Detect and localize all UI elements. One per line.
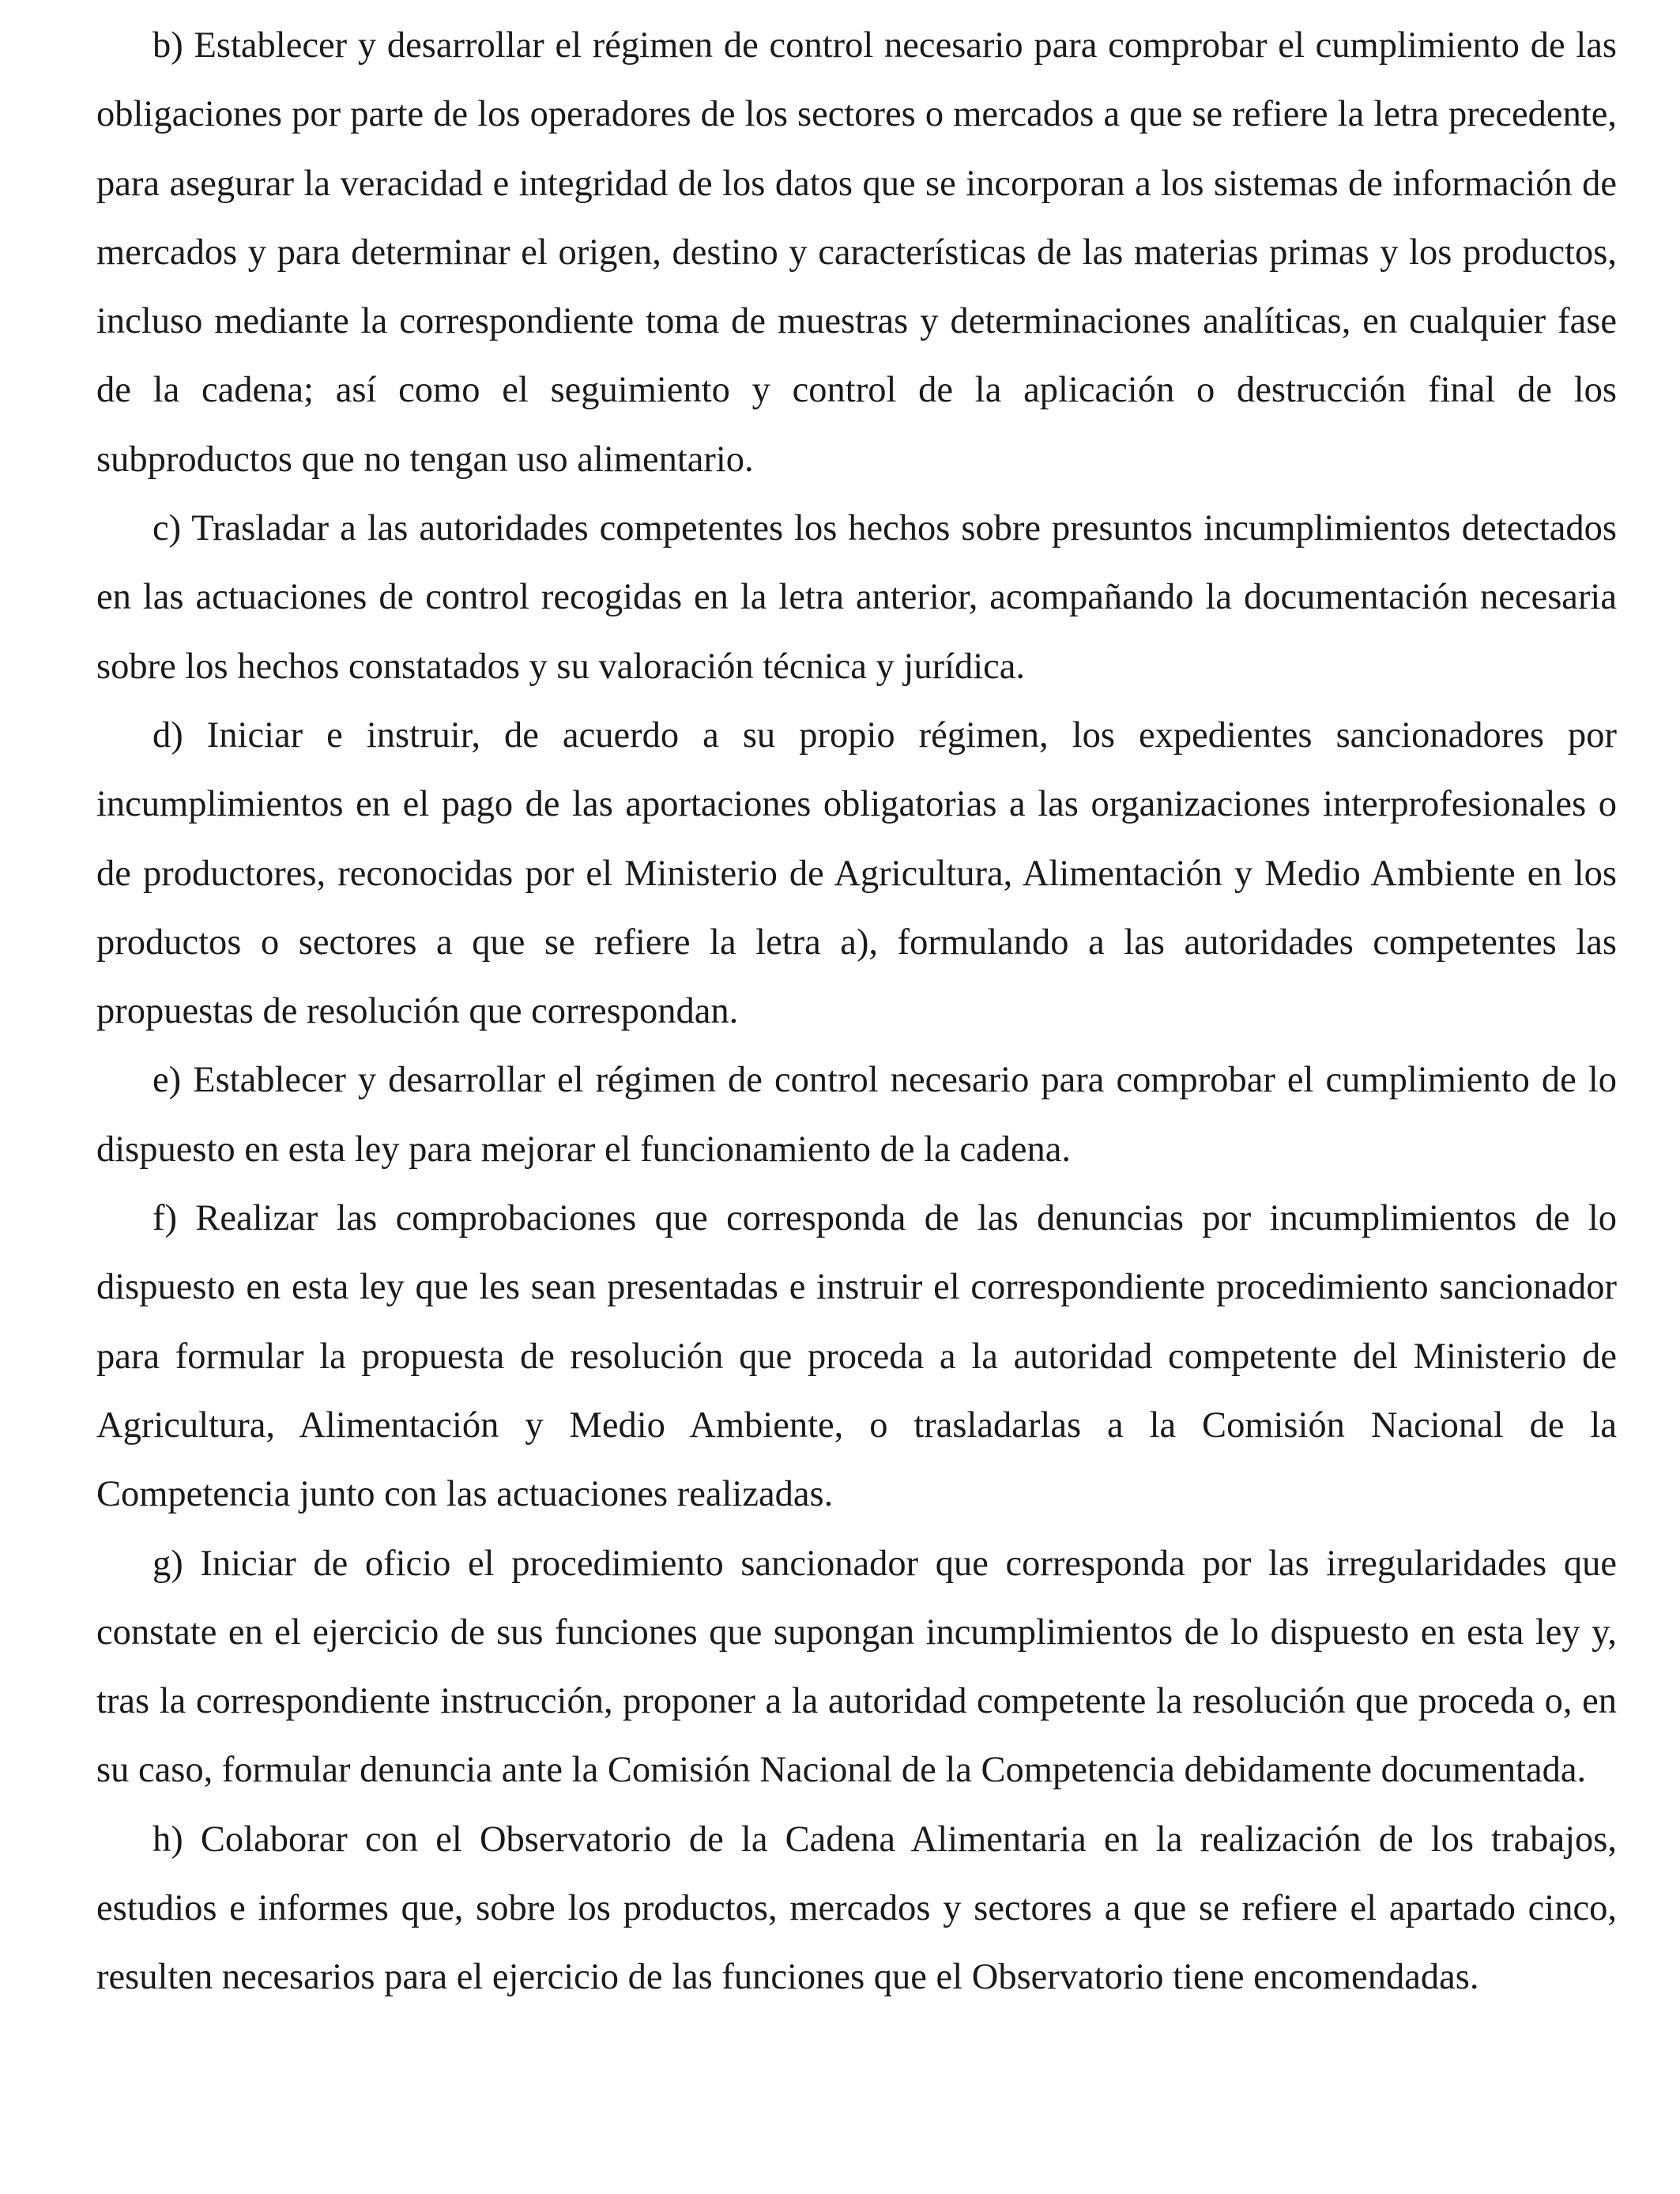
paragraph-h: h) Colaborar con el Observatorio de la Cadena Alimentaria en la realización de los trabajos, estudios e informes que, sobre los productos, mercados y sectores a que se refiere el apartado cinco, resulten necesarios para el ejercicio de las funciones que el Observatorio tiene encomendadas.: [96, 1819, 1617, 1998]
paragraph-g: g) Iniciar de oficio el procedimiento sancionador que corresponda por las irregularidades que constate en el ejercicio de sus funciones que supongan incumplimientos de lo dispuesto en esta ley y, tras la correspondiente instrucción, proponer a la autoridad competente la resolución que proceda o, en su caso, formular denuncia ante la Comisión Nacional de la Competencia debidamente documentada.: [96, 1543, 1617, 1791]
paragraph-f: f) Realizar las comprobaciones que corresponda de las denuncias por incumplimientos de lo dispuesto en esta ley que les sean presentadas e instruir el correspondiente procedimiento sancionador para formular la propuesta de resolución que proceda a la autoridad competente del Ministerio de Agricultura, Alimentación y Medio Ambiente, o trasladarlas a la Comisión Nacional de la Competencia junto con las actuaciones realizadas.: [96, 1198, 1617, 1515]
document-page: [96, 0, 1617, 2012]
paragraph-d: d) Iniciar e instruir, de acuerdo a su propio régimen, los expedientes sancionadores por incumplimientos en el pago de las aportaciones obligatorias a las organizaciones interprofesionales o de productores, reconocidas por el Ministerio de Agricultura, Alimentación y Medio Ambiente en los productos o sectores a que se refiere la letra a), formulando a las autoridades competentes las propuestas de resolución que correspondan.: [96, 714, 1617, 1032]
paragraph-b: b) Establecer y desarrollar el régimen de control necesario para comprobar el cumplimiento de las obligaciones por parte de los operadores de los sectores o mercados a que se refiere la letra precedente, para asegurar la veracidad e integridad de los datos que se incorporan a los sistemas de información de mercados y para determinar el origen, destino y características de las materias primas y los productos, incluso mediante la correspondiente toma de muestras y determinaciones analíticas, en cualquier fase de la cadena; así como el seguimiento y control de la aplicación o destrucción final de los subproductos que no tengan uso alimentario.: [96, 25, 1617, 480]
paragraph-c: c) Trasladar a las autoridades competentes los hechos sobre presuntos incumplimientos detectados en las actuaciones de control recogidas en la letra anterior, acompañando la documentación necesaria sobre los hechos constatados y su valoración técnica y jurídica.: [96, 508, 1617, 687]
paragraph-e: e) Establecer y desarrollar el régimen de control necesario para comprobar el cumplimiento de lo dispuesto en esta ley para mejorar el funcionamiento de la cadena.: [96, 1060, 1617, 1170]
